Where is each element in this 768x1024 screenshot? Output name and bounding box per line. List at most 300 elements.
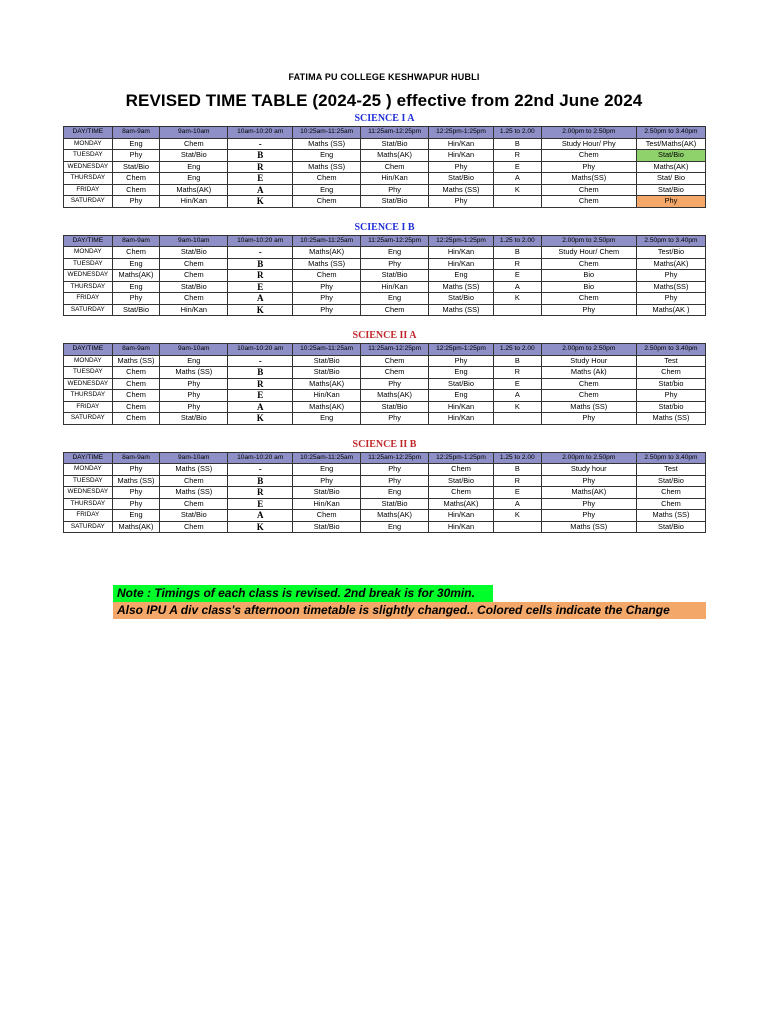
subject-cell: Phy (160, 378, 228, 390)
subject-cell: Maths(AK) (160, 184, 228, 196)
subject-cell: Stat/Bio (160, 413, 228, 425)
subject-cell: Phy (361, 258, 429, 270)
subject-cell: Chem (160, 270, 228, 282)
subject-cell: Chem (361, 355, 429, 367)
day-cell: FRIDAY (64, 293, 113, 305)
subject-cell: Chem (429, 464, 494, 476)
subject-cell: Hin/Kan (429, 401, 494, 413)
column-header: DAY/TIME (64, 127, 113, 139)
column-header: 2.50pm to 3.40pm (636, 452, 705, 464)
timetable-grid (63, 343, 706, 425)
day-cell: WEDNESDAY (64, 487, 113, 499)
column-header: 2.00pm to 2.50pm (541, 344, 636, 356)
subject-cell: Chem (112, 401, 160, 413)
subject-cell: Chem (361, 161, 429, 173)
break-cell: A (228, 401, 293, 413)
subject-cell: Eng (160, 173, 228, 185)
subject-cell: Stat/Bio (636, 475, 705, 487)
subject-cell: Eng (429, 390, 494, 402)
day-cell: SATURDAY (64, 304, 113, 316)
break-cell: B (493, 138, 541, 150)
subject-cell: Hin/Kan (429, 258, 494, 270)
day-cell: TUESDAY (64, 258, 113, 270)
subject-cell: Maths(AK) (361, 510, 429, 522)
subject-cell: Phy (293, 293, 361, 305)
break-cell: A (228, 510, 293, 522)
column-header: 2.00pm to 2.50pm (541, 452, 636, 464)
table-row (64, 464, 706, 476)
subject-cell: Maths(AK) (361, 390, 429, 402)
subject-cell: Eng (160, 355, 228, 367)
break-cell: B (228, 367, 293, 379)
subject-cell: Bio (541, 270, 636, 282)
subject-cell: Chem (541, 184, 636, 196)
subject-cell: Phy (636, 390, 705, 402)
break-cell: B (493, 355, 541, 367)
subject-cell: Chem (160, 498, 228, 510)
page-title: REVISED TIME TABLE (2024-25 ) effective from 22nd June 2024 (125, 91, 643, 110)
day-cell: FRIDAY (64, 184, 113, 196)
subject-cell: Chem (429, 487, 494, 499)
subject-cell: Chem (293, 173, 361, 185)
subject-cell: Chem (160, 293, 228, 305)
subject-cell: Phy (160, 401, 228, 413)
timetable-grid (63, 235, 706, 317)
subject-cell: Chem (636, 487, 705, 499)
subject-cell: Chem (160, 521, 228, 533)
subject-cell: Chem (160, 475, 228, 487)
timetable-grid (63, 126, 706, 208)
subject-cell: Study Hour/ Chem (541, 247, 636, 259)
subject-cell: Chem (541, 378, 636, 390)
column-header: 8am-9am (112, 452, 160, 464)
column-header: 9am-10am (160, 344, 228, 356)
subject-cell: Phy (361, 464, 429, 476)
subject-cell: Stat/Bio (361, 196, 429, 208)
subject-cell: Phy (429, 355, 494, 367)
subject-cell: Chem (112, 413, 160, 425)
college-name: FATIMA PU COLLEGE KESHWAPUR HUBLI (288, 72, 480, 82)
subject-cell: Maths(AK) (429, 498, 494, 510)
subject-cell: Chem (361, 304, 429, 316)
subject-cell: Maths (SS) (160, 464, 228, 476)
table-row (64, 378, 706, 390)
subject-cell: Test (636, 464, 705, 476)
column-header: 11:25am-12:25pm (361, 452, 429, 464)
subject-cell: Stat/Bio (160, 247, 228, 259)
day-cell: MONDAY (64, 247, 113, 259)
subject-cell: Maths (SS) (160, 487, 228, 499)
subject-cell: Stat/Bio (361, 498, 429, 510)
break-cell: R (493, 367, 541, 379)
day-cell: SATURDAY (64, 413, 113, 425)
table-row (64, 487, 706, 499)
subject-cell: Phy (160, 390, 228, 402)
column-header: 8am-9am (112, 344, 160, 356)
header-row (64, 127, 706, 139)
subject-cell: Stat/Bio (160, 150, 228, 162)
subject-cell: Hin/Kan (429, 510, 494, 522)
break-cell: E (228, 281, 293, 293)
break-cell: - (228, 464, 293, 476)
table-row (64, 138, 706, 150)
subject-cell: Stat/Bio (160, 510, 228, 522)
day-cell: WEDNESDAY (64, 161, 113, 173)
subject-cell: Phy (361, 413, 429, 425)
subject-cell: Stat/Bio (636, 184, 705, 196)
subject-cell: Eng (429, 270, 494, 282)
break-cell: K (493, 293, 541, 305)
column-header: 10am-10:20 am (228, 344, 293, 356)
break-cell: R (228, 378, 293, 390)
break-cell: A (228, 293, 293, 305)
subject-cell: Maths(AK) (361, 150, 429, 162)
subject-cell: Eng (160, 161, 228, 173)
subject-cell: Chem (293, 510, 361, 522)
column-header: 9am-10am (160, 127, 228, 139)
subject-cell: Stat/bio (636, 401, 705, 413)
subject-cell: Phy (112, 464, 160, 476)
break-cell: E (228, 390, 293, 402)
subject-cell: Stat/Bio (112, 304, 160, 316)
subject-cell: Chem (293, 270, 361, 282)
notes-block (63, 585, 706, 619)
break-cell: R (493, 475, 541, 487)
column-header: 10:25am-11:25am (293, 235, 361, 247)
section-gap (63, 316, 706, 329)
break-cell: A (228, 184, 293, 196)
subject-cell: Chem (112, 378, 160, 390)
subject-cell: Maths (SS) (429, 184, 494, 196)
break-cell: E (228, 173, 293, 185)
subject-cell: Maths(AK) (541, 487, 636, 499)
day-cell: SATURDAY (64, 196, 113, 208)
column-header: 2.50pm to 3.40pm (636, 235, 705, 247)
break-cell: A (493, 173, 541, 185)
subject-cell: Maths (SS) (293, 161, 361, 173)
subject-cell: Eng (429, 367, 494, 379)
subject-cell: Chem (541, 293, 636, 305)
break-cell: K (493, 184, 541, 196)
subject-cell: Phy (636, 293, 705, 305)
column-header: 10:25am-11:25am (293, 452, 361, 464)
subject-cell: Chem (361, 367, 429, 379)
subject-cell: Stat/Bio (361, 401, 429, 413)
day-cell: MONDAY (64, 464, 113, 476)
table-row (64, 367, 706, 379)
break-cell: B (228, 475, 293, 487)
subject-cell: Stat/Bio (361, 270, 429, 282)
break-cell: - (228, 355, 293, 367)
break-cell: E (493, 270, 541, 282)
subject-cell: Maths (SS) (112, 475, 160, 487)
table-row (64, 258, 706, 270)
subject-cell: Maths(AK) (293, 378, 361, 390)
subject-cell: Stat/Bio (636, 150, 705, 162)
subject-cell: Eng (112, 281, 160, 293)
column-header: 11:25am-12:25pm (361, 344, 429, 356)
subject-cell: Phy (541, 304, 636, 316)
subject-cell: Chem (112, 367, 160, 379)
subject-cell: Maths (SS) (160, 367, 228, 379)
day-cell: TUESDAY (64, 475, 113, 487)
timetable-grid (63, 452, 706, 534)
subject-cell: Maths (Ak) (541, 367, 636, 379)
subject-cell: Phy (541, 161, 636, 173)
column-header: 11:25am-12:25pm (361, 127, 429, 139)
column-header: 10:25am-11:25am (293, 344, 361, 356)
subject-cell: Chem (160, 258, 228, 270)
subject-cell: Stat/ Bio (636, 173, 705, 185)
subject-cell: Hin/Kan (361, 281, 429, 293)
subject-cell: Stat/Bio (293, 521, 361, 533)
break-cell: E (493, 378, 541, 390)
column-header: 10am-10:20 am (228, 452, 293, 464)
header-row (64, 452, 706, 464)
subject-cell: Study Hour/ Phy (541, 138, 636, 150)
day-cell: THURSDAY (64, 173, 113, 185)
break-cell: A (493, 498, 541, 510)
subject-cell: Test/Maths(AK) (636, 138, 705, 150)
subject-cell: Eng (293, 464, 361, 476)
subject-cell: Phy (112, 150, 160, 162)
subject-cell: Stat/Bio (429, 475, 494, 487)
subject-cell: Maths (SS) (541, 401, 636, 413)
subject-cell: Maths(AK) (636, 258, 705, 270)
subject-cell: Maths (SS) (636, 510, 705, 522)
subject-cell: Phy (361, 475, 429, 487)
subject-cell: Maths (SS) (636, 413, 705, 425)
break-cell (493, 521, 541, 533)
break-cell: K (228, 304, 293, 316)
subject-cell: Phy (361, 184, 429, 196)
subject-cell: Phy (293, 304, 361, 316)
column-header: 2.50pm to 3.40pm (636, 127, 705, 139)
subject-cell: Maths(AK ) (636, 304, 705, 316)
subject-cell: Maths(AK) (293, 247, 361, 259)
subject-cell: Stat/Bio (293, 487, 361, 499)
subject-cell: Maths (SS) (293, 258, 361, 270)
day-cell: MONDAY (64, 355, 113, 367)
subject-cell: Chem (636, 367, 705, 379)
subject-cell: Maths (SS) (429, 304, 494, 316)
column-header: 1.25 to 2.00 (493, 344, 541, 356)
subject-cell: Eng (361, 247, 429, 259)
column-header: 8am-9am (112, 235, 160, 247)
subject-cell: Stat/Bio (429, 173, 494, 185)
column-header: 10am-10:20 am (228, 235, 293, 247)
break-cell: B (493, 247, 541, 259)
subject-cell: Hin/Kan (429, 138, 494, 150)
subject-cell: Phy (112, 498, 160, 510)
table-row (64, 293, 706, 305)
subject-cell: Maths(SS) (636, 281, 705, 293)
section-gap (63, 425, 706, 438)
table-row (64, 173, 706, 185)
break-cell (493, 413, 541, 425)
section-title: SCIENCE II B (352, 438, 417, 450)
subject-cell: Chem (541, 258, 636, 270)
break-cell: K (228, 413, 293, 425)
table-row (64, 184, 706, 196)
break-cell (493, 304, 541, 316)
subject-cell: Stat/Bio (361, 138, 429, 150)
subject-cell: Maths(AK) (293, 401, 361, 413)
subject-cell: Eng (361, 521, 429, 533)
subject-cell: Hin/Kan (160, 304, 228, 316)
table-row (64, 281, 706, 293)
break-cell: R (228, 161, 293, 173)
subject-cell: Phy (429, 161, 494, 173)
subject-cell: Hin/Kan (429, 150, 494, 162)
subject-cell: Eng (112, 138, 160, 150)
subject-cell: Maths(AK) (112, 521, 160, 533)
day-cell: WEDNESDAY (64, 378, 113, 390)
subject-cell: Hin/Kan (429, 247, 494, 259)
table-row (64, 521, 706, 533)
day-cell: WEDNESDAY (64, 270, 113, 282)
break-cell: K (228, 196, 293, 208)
subject-cell: Chem (112, 184, 160, 196)
subject-cell: Eng (293, 184, 361, 196)
header-row (64, 344, 706, 356)
subject-cell: Maths(AK) (636, 161, 705, 173)
header-row (64, 235, 706, 247)
subject-cell: Maths (SS) (541, 521, 636, 533)
day-cell: FRIDAY (64, 401, 113, 413)
day-cell: TUESDAY (64, 150, 113, 162)
table-row (64, 510, 706, 522)
day-cell: THURSDAY (64, 281, 113, 293)
break-cell: K (228, 521, 293, 533)
column-header: 12:25pm-1:25pm (429, 235, 494, 247)
break-cell: A (493, 281, 541, 293)
note-changes: Also IPU A div class's afternoon timetable is slightly changed.. Colored cells indicate the Change (113, 602, 706, 619)
table-row (64, 498, 706, 510)
subject-cell: Test (636, 355, 705, 367)
table-row (64, 475, 706, 487)
subject-cell: Maths (SS) (429, 281, 494, 293)
column-header: 9am-10am (160, 235, 228, 247)
break-cell: R (228, 487, 293, 499)
subject-cell: Phy (293, 281, 361, 293)
column-header: 12:25pm-1:25pm (429, 127, 494, 139)
subject-cell: Maths (SS) (112, 355, 160, 367)
break-cell: A (493, 390, 541, 402)
column-header: 9am-10am (160, 452, 228, 464)
subject-cell: Eng (112, 510, 160, 522)
day-cell: FRIDAY (64, 510, 113, 522)
section-title: SCIENCE I A (354, 113, 415, 124)
table-row (64, 270, 706, 282)
subject-cell: Study hour (541, 464, 636, 476)
subject-cell: Phy (541, 510, 636, 522)
subject-cell: Phy (429, 196, 494, 208)
subject-cell: Bio (541, 281, 636, 293)
table-row (64, 355, 706, 367)
section-gap (63, 208, 706, 221)
subject-cell: Chem (541, 150, 636, 162)
break-cell: - (228, 138, 293, 150)
note-timings: Note : Timings of each class is revised. 2nd break is for 30min. (113, 585, 493, 602)
break-cell: R (493, 258, 541, 270)
column-header: DAY/TIME (64, 235, 113, 247)
subject-cell: Phy (361, 378, 429, 390)
section-title: SCIENCE II A (352, 330, 417, 341)
break-cell: B (228, 150, 293, 162)
break-cell: B (228, 258, 293, 270)
subject-cell: Test/Bio (636, 247, 705, 259)
subject-cell: Hin/Kan (293, 498, 361, 510)
subject-cell: Stat/Bio (293, 367, 361, 379)
day-cell: SATURDAY (64, 521, 113, 533)
column-header: DAY/TIME (64, 344, 113, 356)
subject-cell: Stat/Bio (429, 378, 494, 390)
subject-cell: Eng (361, 293, 429, 305)
timetable-sheet (63, 112, 706, 533)
subject-cell: Stat/Bio (160, 281, 228, 293)
day-cell: THURSDAY (64, 390, 113, 402)
column-header: 10am-10:20 am (228, 127, 293, 139)
subject-cell: Stat/bio (636, 378, 705, 390)
subject-cell: Phy (112, 196, 160, 208)
subject-cell: Maths(AK) (112, 270, 160, 282)
subject-cell: Chem (293, 196, 361, 208)
table-row (64, 161, 706, 173)
table-row (64, 390, 706, 402)
subject-cell: Eng (293, 150, 361, 162)
subject-cell: Hin/Kan (429, 413, 494, 425)
break-cell: B (493, 464, 541, 476)
column-header: 11:25am-12:25pm (361, 235, 429, 247)
column-header: 1.25 to 2.00 (493, 127, 541, 139)
table-row (64, 304, 706, 316)
subject-cell: Eng (361, 487, 429, 499)
subject-cell: Phy (636, 270, 705, 282)
subject-cell: Phy (112, 293, 160, 305)
break-cell: R (228, 270, 293, 282)
column-header: 1.25 to 2.00 (493, 452, 541, 464)
column-header: 2.00pm to 2.50pm (541, 127, 636, 139)
subject-cell: Maths (SS) (293, 138, 361, 150)
table-row (64, 401, 706, 413)
subject-cell: Stat/Bio (429, 293, 494, 305)
table-row (64, 413, 706, 425)
column-header: 8am-9am (112, 127, 160, 139)
column-header: 10:25am-11:25am (293, 127, 361, 139)
subject-cell: Stat/Bio (636, 521, 705, 533)
break-cell: E (493, 161, 541, 173)
subject-cell: Maths(SS) (541, 173, 636, 185)
break-cell: K (493, 510, 541, 522)
table-row (64, 196, 706, 208)
day-cell: MONDAY (64, 138, 113, 150)
subject-cell: Chem (112, 247, 160, 259)
subject-cell: Chem (112, 173, 160, 185)
subject-cell: Stat/Bio (112, 161, 160, 173)
break-cell (493, 196, 541, 208)
table-row (64, 247, 706, 259)
column-header: 2.50pm to 3.40pm (636, 344, 705, 356)
table-row (64, 150, 706, 162)
column-header: 1.25 to 2.00 (493, 235, 541, 247)
subject-cell: Hin/Kan (293, 390, 361, 402)
column-header: DAY/TIME (64, 452, 113, 464)
break-cell: - (228, 247, 293, 259)
break-cell: K (493, 401, 541, 413)
subject-cell: Chem (636, 498, 705, 510)
subject-cell: Phy (293, 475, 361, 487)
